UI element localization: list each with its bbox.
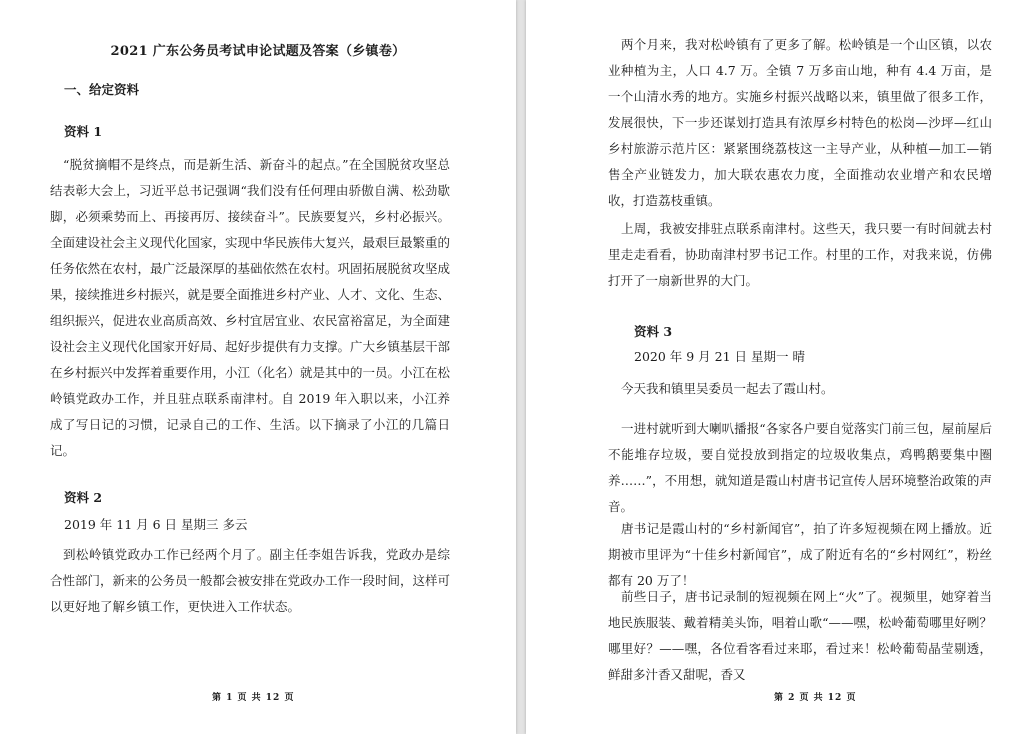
- material-3-heading: 资料 3: [634, 324, 673, 339]
- page-1-footer: 第 1 页 共 12 页: [212, 693, 295, 703]
- page-2-paragraph-3: 今天我和镇里吴委员一起去了霞山村。: [621, 381, 834, 396]
- page-2-paragraph-6: 前些日子，唐书记录制的短视频在网上“火”了。视频里，她穿着当地民族服装、戴着精美头饰，唱着山歌“——嘿，松岭葡萄哪里好咧？哪里好？——嘿，各位看客看过来耶，看过来！松岭葡萄晶莹剔透，鲜甜多汁香又甜呢，香又: [608, 589, 992, 682]
- page-2-paragraph-4: 一进村就听到大喇叭播报“各家各户要自觉落实门前三包，屋前屋后不能堆存垃圾，要自觉投放到指定的垃圾收集点，鸡鸭鹅要集中圈养……”，不用想，就知道是霞山村唐书记宣传人居环境整治政策的声音。: [608, 421, 992, 514]
- page-2-footer: 第 2 页 共 12 页: [774, 693, 857, 703]
- page-2-paragraph-2: 上周，我被安排驻点联系南津村。这些天，我只要一有时间就去村里走走看看，协助南津村罗书记工作。村里的工作，对我来说，仿佛打开了一扇新世界的大门。: [608, 221, 992, 288]
- page-2-paragraph-1: 两个月来，我对松岭镇有了更多了解。松岭镇是一个山区镇，以农业种植为主，人口 4.7 万。全镇 7 万多亩山地，种有 4.4 万亩，是一个山清水秀的地方。实施乡村振兴战略以来，镇里做了很多工作，发展很快，下一步还谋划打造具有浓厚乡村特色的松岗—沙坪—红山乡村旅游示范片区：紧紧围绕荔枝这一主导产业，从种植—加工—销售全产业链发力，加大联农惠农力度，全面推动农业增产和农民增收，打造荔枝重镇。: [608, 37, 992, 208]
- page-2-paragraph-5: 唐书记是霞山村的“乡村新闻官”，拍了许多短视频在网上播放。近期被市里评为“十佳乡村新闻官”，成了附近有名的“乡村网红”，粉丝都有 20 万了！: [608, 521, 992, 588]
- page-2: [526, 0, 1024, 734]
- section-heading: 一、给定资料: [64, 82, 140, 97]
- document-title: 2021 广东公务员考试申论试题及答案（乡镇卷）: [110, 44, 406, 59]
- diary-date-1: 2019 年 11 月 6 日 星期三 多云: [64, 517, 248, 532]
- material-2-text: 到松岭镇党政办工作已经两个月了。副主任李姐告诉我，党政办是综合性部门，新来的公务员一般都会被安排在党政办工作一段时间，这样可以更好地了解乡镇工作，更快进入工作状态。: [50, 547, 451, 614]
- material-2-heading: 资料 2: [64, 490, 103, 505]
- diary-date-2: 2020 年 9 月 21 日 星期一 晴: [634, 349, 805, 364]
- material-1-heading: 资料 1: [64, 124, 103, 139]
- material-1-text: “脱贫摘帽不是终点，而是新生活、新奋斗的起点。”在全国脱贫攻坚总结表彰大会上，习近平总书记强调“我们没有任何理由骄傲自满、松劲歇脚，必须乘势而上、再接再厉、接续奋斗”。民族要复兴，乡村必振兴。全面建设社会主义现代化国家，实现中华民族伟大复兴，最艰巨最繁重的任务依然在农村，最广泛最深厚的基础依然在农村。巩固拓展脱贫攻坚成果，接续推进乡村振兴，就是要全面推进乡村产业、人才、文化、生态、组织振兴，促进农业高质高效、乡村宜居宜业、农民富裕富足，为全面建设社会主义现代化国家开好局、起好步提供有力支撑。广大乡镇基层干部在乡村振兴中发挥着重要作用，小江（化名）就是其中的一员。小江在松岭镇党政办工作，并且驻点联系南津村。自 2019 年入职以来，小江养成了写日记的习惯，记录自己的工作、生活。以下摘录了小江的几篇日记。: [50, 157, 451, 458]
